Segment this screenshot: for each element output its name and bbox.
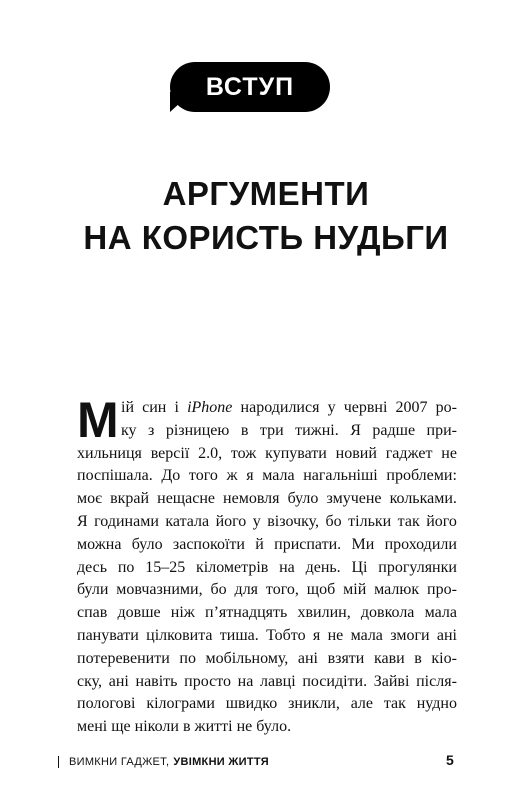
chapter-title-line-2: НА КОРИСТЬ НУДЬГИ <box>83 219 449 256</box>
body-line: були мовчазними, бо для того, щоб мій малюк про- <box>77 581 457 599</box>
body-paragraph <box>77 392 457 739</box>
body-line: панувати цілковита тиша. Тобто я не мала змоги ані <box>77 626 457 644</box>
page-number: 5 <box>446 752 454 768</box>
body-line: ій син і iPhone народилися у червні 2007 ро- <box>121 399 457 416</box>
body-line: потеревенити по мобільному, ані взяти кави в кіо- <box>77 649 457 667</box>
body-line: спав довше ніж п’ятнадцять хвилин, довкола мала <box>77 604 457 622</box>
body-line: Я годинами катала його у візочку, бо тільки так його <box>77 512 457 530</box>
body-line: хильниця версії 2.0, тож купувати новий гаджет не <box>77 444 457 462</box>
body-line: можна було заспокоїти й приспати. Ми проходили <box>77 535 457 553</box>
body-line: ску, ані навіть просто на лавці посидіти. Зайві після- <box>77 672 457 690</box>
body-line: пологові кілограми швидко зникли, але так нудно <box>77 695 457 713</box>
chapter-badge-label: ВСТУП <box>205 72 295 101</box>
footer-book-title-regular: ВИМКНИ ГАДЖЕТ, <box>69 756 170 768</box>
chapter-badge <box>170 62 330 112</box>
body-line: ку з різницею в три тижні. Я радше при- <box>121 421 457 439</box>
speech-bubble-tail <box>170 92 192 112</box>
running-footer <box>58 756 478 768</box>
chapter-title-line-1: АРГУМЕНТИ <box>162 175 370 212</box>
body-line: десь по 15–25 кілометрів на день. Ці прогулянки <box>77 558 457 576</box>
body-line: мені ще ніколи в житті не було. <box>77 718 292 736</box>
footer-divider <box>58 756 59 768</box>
body-line: моє вкрай нещасне немовля було змучене кольками. <box>77 490 457 508</box>
chapter-title <box>0 172 532 260</box>
drop-cap: М <box>77 392 119 448</box>
body-line: поспішала. До того ж я мала нагальніші проблеми: <box>77 467 457 485</box>
footer-book-title-bold: УВІМКНИ ЖИТТЯ <box>173 756 269 768</box>
